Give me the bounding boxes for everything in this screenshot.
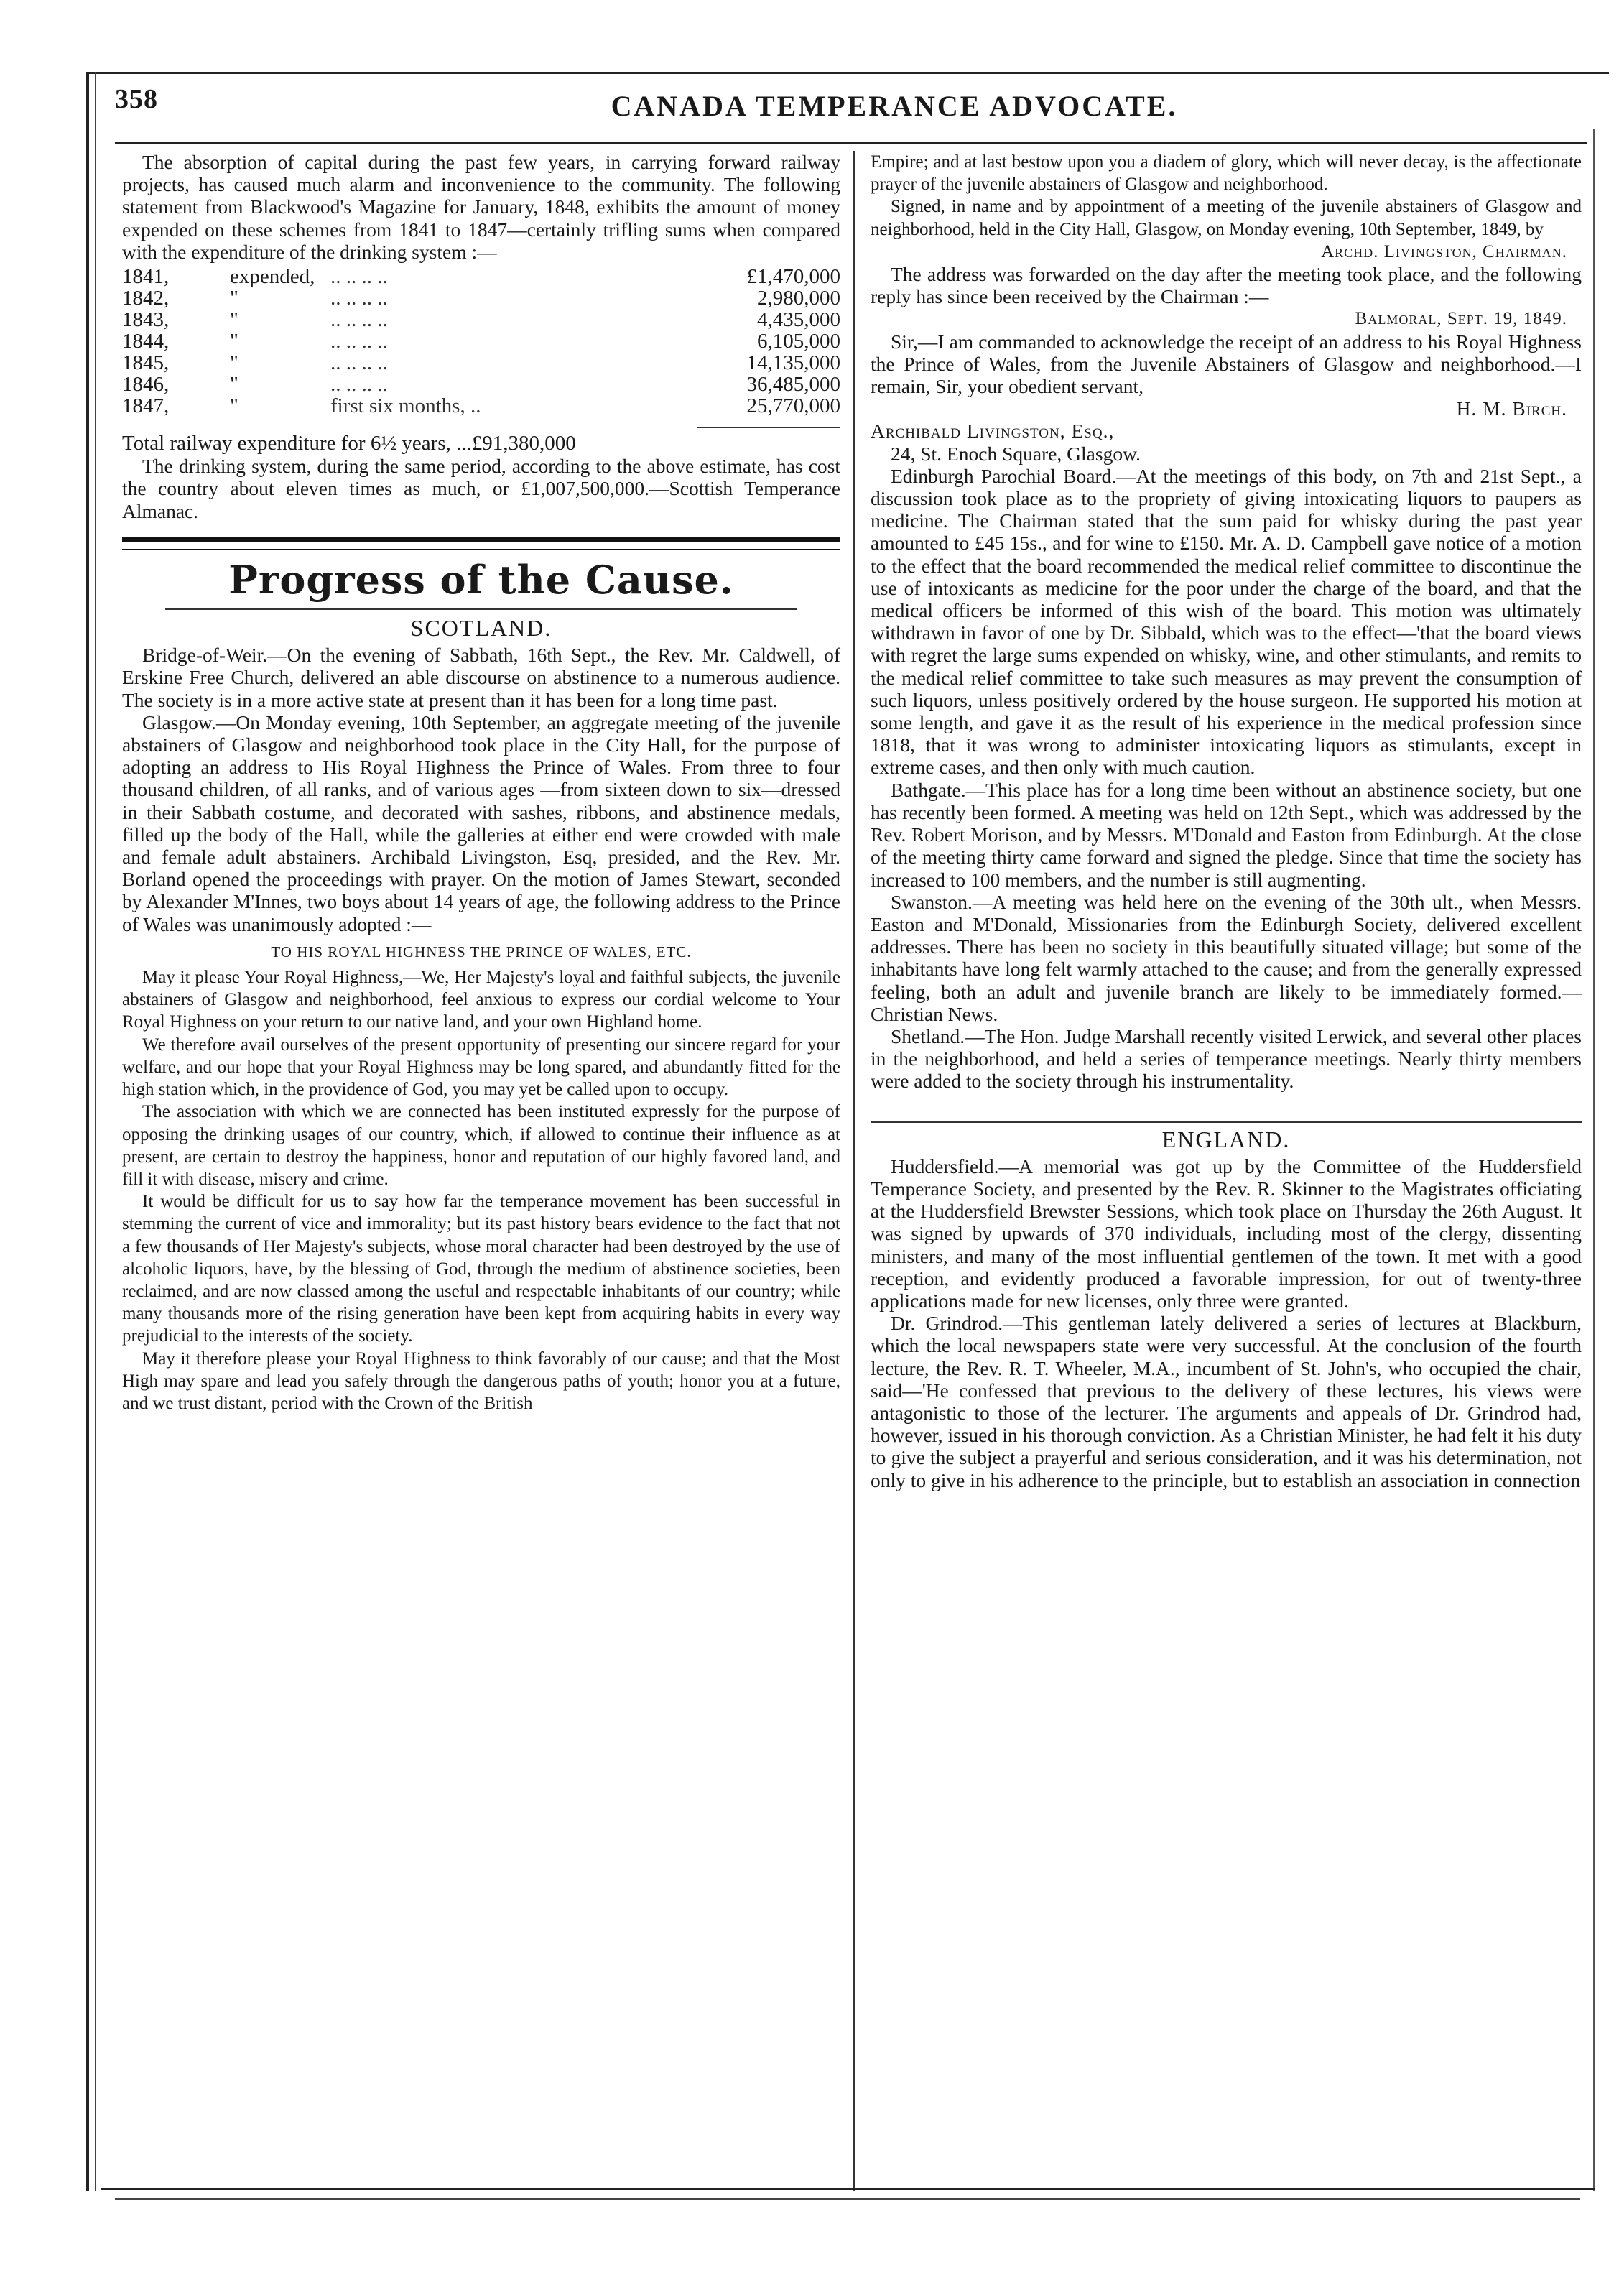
expenditure-dots: .. .. .. .. — [330, 265, 388, 289]
expenditure-amount: 4,435,000 — [757, 308, 840, 332]
page-header — [115, 78, 1587, 142]
expenditure-year: 1845, — [122, 351, 170, 375]
england-heading: ENGLAND. — [1161, 1126, 1291, 1152]
expenditure-dots: .. .. .. .. — [330, 308, 388, 332]
bathgate-paragraph: Bathgate.—This place has for a long time been without an abstinence society, but one has recently been formed. A meeting was held on 12th Sept., which was addressed by the Rev. Robert Morison, and by Messrs. M'Donald and Easton from Edinburgh. At the close of the meeting thirty came forward and signed the pledge. Since that time the society has increased to 100 members, and the number is still augmenting. — [871, 778, 1582, 891]
expenditure-label: " — [230, 308, 238, 332]
edinburgh-paragraph: Edinburgh Parochial Board.—At the meetings of this body, on 7th and 21st Sept., a discussion took place as to the propriety of giving intoxicating liquors to paupers as medicine. The Chairman stated that the sum paid for whisky during the past year amounted to £45 15s., and for wine to £150. Mr. A. D. Campbell gave notice of a motion to the effect that the board recommended the medical relief committee to discontinue the use of intoxicants as medicine for the poor under the charge of the board, and that the medical officers be informed of this wish of the board. This motion was ultimately withdrawn in favor of one by Dr. Sibbald, which was to the effect—'that the board views with regret the large sums expended on whisky, wine, and other stimulants, and remits to the medical relief committee to take such measures as may prevent the consumption of such liquors, unless positively ordered by the house surgeon. He supported his motion at some length, and gave it as the result of his experience in the medical profession since 1818, that it was wrong to administer intoxicating liquors as stimulants, except in extreme cases, and then only with much caution. — [871, 464, 1582, 779]
expenditure-dots: .. .. .. .. — [330, 373, 388, 397]
expenditure-row — [122, 309, 840, 330]
expenditure-year: 1844, — [122, 330, 170, 353]
expenditure-amount: 6,105,000 — [757, 330, 840, 353]
forwarded-paragraph: The address was forwarded on the day after the meeting took place, and the following reply has since been received by the Chairman :— — [871, 263, 1582, 308]
england-rule — [871, 1121, 1582, 1123]
bottom-rule — [101, 2188, 1595, 2190]
expenditure-dots: .. .. .. .. — [330, 330, 388, 353]
progress-heading: Progress of the Cause. — [228, 556, 734, 603]
expenditure-amount: 36,485,000 — [746, 373, 840, 397]
address-paragraph-2: We therefore avail ourselves of the present opportunity of presenting our sincere regard for your welfare, and our hope that your Royal Highness may be long spared, and abundantly fitted for the high station which, in the providence of God, you may yet be called upon to occupy. — [122, 1034, 840, 1100]
left-column — [122, 151, 840, 1415]
reply-dateline: Balmoral, Sept. 19, 1849. — [1355, 309, 1567, 329]
sum-rule — [697, 427, 840, 428]
expenditure-row — [122, 352, 840, 374]
expenditure-amount: £1,470,000 — [746, 265, 840, 289]
signed-paragraph: Signed, in name and by appointment of a meeting of the juvenile abstainers of Glasgow and neighborhood, held in the City Hall, Glasgow, on Monday evening, 10th September, 1849, by — [871, 197, 1582, 239]
address-heading: TO HIS ROYAL HIGHNESS THE PRINCE OF WALES, ETC. — [271, 943, 692, 960]
expenditure-row — [122, 330, 840, 352]
header-rule — [115, 142, 1587, 144]
swanston-paragraph: Swanston.—A meeting was held here on the evening of the 30th ult., when Messrs. Easton and M'Donald, Missionaries from the Edinburgh Society, delivered excellent addresses. There has been no society in this beautifully situated village; but some of the inhabitants have long felt warmly attached to the cause; and from the generally expressed feeling, both an adult and juvenile branch are likely to be immediately formed.—Christian News. — [871, 890, 1582, 1025]
total-expenditure: Total railway expenditure for 6½ years, ...£91,380,000 — [122, 432, 576, 455]
expenditure-dots: .. .. .. .. — [330, 287, 388, 310]
expenditure-year: 1843, — [122, 308, 170, 332]
expenditure-label: " — [230, 330, 238, 353]
frame-top-rule — [86, 72, 1609, 74]
expenditure-row — [122, 266, 840, 287]
grindrod-paragraph: Dr. Grindrod.—This gentleman lately delivered a series of lectures at Blackburn, which the local newspapers state were very successful. At the conclusion of the fourth lecture, the Rev. R. T. Wheeler, M.A., incumbent of St. John's, who occupied the chair, said—'He confessed that previous to the delivery of these lectures, his views were antagonistic to those of the lecturer. The arguments and appeals of Dr. Grindrod had, however, issued in his thorough conviction. As a Christian Minister, he had felt it his duty to give the subject a prayerful and serious consideration, and it was his determination, not only to give in his adherence to the principle, but to establish an association in connection — [871, 1312, 1582, 1491]
expenditure-table — [122, 266, 840, 417]
section-double-rule — [122, 537, 840, 550]
expenditure-label: " — [230, 373, 238, 397]
journal-title: CANADA TEMPERANCE ADVOCATE. — [611, 90, 1178, 122]
bottom-inner-rule — [115, 2198, 1580, 2200]
address-paragraph-5: May it therefore please your Royal Highness to think favorably of our cause; and that the Most High may spare and lead you safely through the dangerous paths of youth; honor you at a future, and we trust distant, period with the Crown of the British — [122, 1348, 840, 1413]
expenditure-label: expended, — [230, 265, 315, 289]
huddersfield-paragraph: Huddersfield.—A memorial was got up by the Committee of the Huddersfield Temperance Society, and presented by the Rev. R. Skinner to the Magistrates officiating at the Huddersfield Brewster Sessions, which took place on Thursday the 26th August. It was signed by upwards of 370 individuals, including most of the clergy, dissenting ministers, and many of the most influential gentlemen of the town. It met with a good reception, and evidently produced a favorable impression, for out of twenty-three applications made for new licenses, only three were granted. — [871, 1154, 1582, 1312]
expenditure-label: " — [230, 351, 238, 375]
reply-paragraph: Sir,—I am commanded to acknowledge the receipt of an address to his Royal Highness the Prince of Wales, from the Juvenile Abstainers of Glasgow and neighborhood.—I remain, Sir, your obedient servant, — [871, 330, 1582, 398]
expenditure-amount: 25,770,000 — [746, 394, 840, 418]
expenditure-year: 1842, — [122, 287, 170, 310]
expenditure-year: 1841, — [122, 265, 170, 289]
expenditure-row — [122, 287, 840, 309]
bridge-of-weir-paragraph: Bridge-of-Weir.—On the evening of Sabbath, 16th Sept., the Rev. Mr. Caldwell, of Erskine Free Church, delivered an able discourse on abstinence to a numerous audience. The society is in a more active state at present than it has been for a long time past. — [122, 644, 840, 711]
expenditure-label: " — [230, 394, 238, 418]
page-number: 358 — [115, 84, 158, 114]
heading-rule — [165, 608, 797, 610]
recipient-address: 24, St. Enoch Square, Glasgow. — [891, 442, 1141, 465]
frame-left-inner-rule — [95, 72, 96, 2191]
expenditure-dots: .. .. .. .. — [330, 351, 388, 375]
expenditure-year: 1847, — [122, 394, 170, 418]
column-divider — [853, 151, 855, 2191]
reply-signature: H. M. Birch. — [1456, 397, 1567, 420]
frame-left-rule — [86, 72, 89, 2191]
address-paragraph-4: It would be difficult for us to say how far the temperance movement has been successful in stemming the current of vice and immorality; but its past history bears evidence to the fact that not a few thousands of Her Majesty's subjects, whose moral character had been destroyed by the use of alcoholic liquors, have, by the blessing of God, through the medium of abstinence societies, been reclaimed, and are now classed among the useful and respectable inhabitants of our country; while many thousands more of the rising generation have been kept from acquiring habits in every way prejudicial to the interests of the society. — [122, 1192, 840, 1346]
expenditure-amount: 2,980,000 — [757, 287, 840, 310]
expenditure-row — [122, 395, 840, 417]
shetland-paragraph: Shetland.—The Hon. Judge Marshall recently visited Lerwick, and several other places in the neighborhood, and held a series of temperance meetings. Nearly thirty members were added to the society through his instrumentality. — [871, 1024, 1582, 1093]
glasgow-paragraph: Glasgow.—On Monday evening, 10th September, an aggregate meeting of the juvenile abstainers of Glasgow and neighborhood took place in the City Hall, for the purpose of adopting an address to His Royal Highness the Prince of Wales. From three to four thousand children, of all ranks, and of various ages —from sixteen down to six—dressed in their Sabbath costume, and decorated with sashes, ribbons, and abstinence medals, filled up the body of the Hall, while the galleries at either end were crowded with male and female adult abstainers. Archibald Livingston, Esq, presided, and the Rev. Mr. Borland opened the proceedings with prayer. On the motion of James Stewart, seconded by Alexander M'Innes, two boys about 14 years of age, the following address to the Prince of Wales was unanimously adopted :— — [122, 710, 840, 935]
expenditure-year: 1846, — [122, 373, 170, 397]
drinking-system-paragraph: The drinking system, during the same period, according to the above estimate, has cost the country about eleven times as much, or £1,007,500,000.—Scottish Temperance Almanac. — [122, 455, 840, 522]
expenditure-label: " — [230, 287, 238, 310]
recipient-name: Archibald Livingston, Esq., — [871, 420, 1115, 443]
address-continuation: Empire; and at last bestow upon you a diadem of glory, which will never decay, is the affectionate prayer of the juvenile abstainers of Glasgow and neighborhood. — [871, 152, 1582, 195]
scotland-heading: SCOTLAND. — [410, 615, 552, 642]
expenditure-amount: 14,135,000 — [746, 351, 840, 375]
expenditure-row — [122, 374, 840, 395]
right-column — [871, 151, 1582, 1491]
address-paragraph-3: The association with which we are connected has been instituted expressly for the purpose of opposing the drinking usages of our country, which, if allowed to continue their influence as at present, are certain to destroy the happiness, honor and reputation of our highly favored land, and fill it with disease, misery and crime. — [122, 1102, 840, 1189]
expenditure-dots: first six months, .. — [330, 394, 481, 418]
signed-by: Archd. Livingston, Chairman. — [1321, 241, 1567, 261]
railway-intro-paragraph: The absorption of capital during the past few years, in carrying forward railway projects, has caused much alarm and inconvenience to the community. The following statement from Blackwood's Magazine for January, 1848, exhibits the amount of money expended on these schemes from 1841 to 1847—certainly trifling sums when compared with the expenditure of the drinking system :— — [122, 151, 840, 263]
frame-right-rule — [1593, 129, 1595, 2191]
address-paragraph-1: May it please Your Royal Highness,—We, Her Majesty's loyal and faithful subjects, the juvenile abstainers of Glasgow and neighborhood, feel anxious to express our cordial welcome to Your Royal Highness on your return to our native land, and your own Highland home. — [122, 968, 840, 1032]
newspaper-page — [86, 50, 1609, 2227]
